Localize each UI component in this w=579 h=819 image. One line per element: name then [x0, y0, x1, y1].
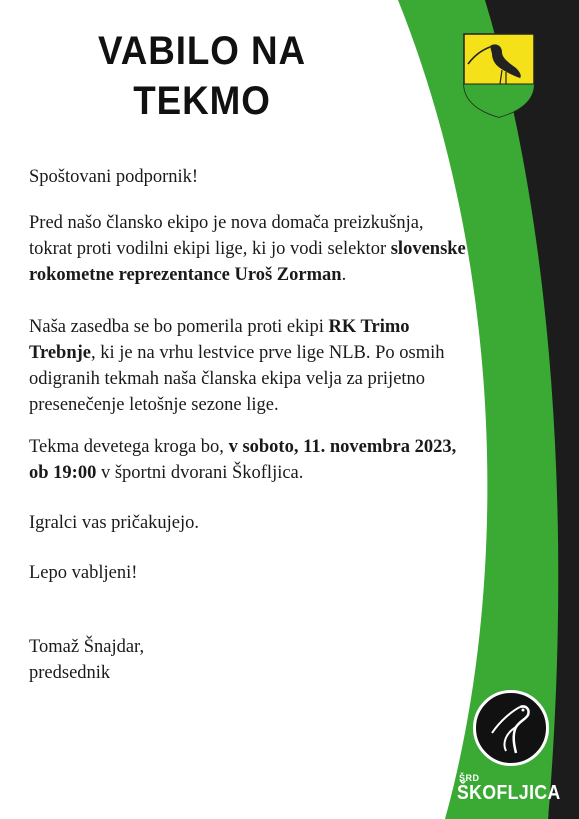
paragraph-2-bold: RK Trimo Trebnje	[29, 317, 410, 363]
paragraph-5: Lepo vabljeni!	[29, 563, 138, 583]
municipality-crest-icon	[462, 32, 536, 118]
page-title	[64, 26, 340, 126]
signature	[29, 634, 144, 686]
title-line-2: TEKMO	[133, 79, 271, 123]
title-line-1: VABILO NA	[98, 29, 306, 73]
paragraph-3-bold: v soboto, 11. novembra 2023, ob 19:00	[29, 437, 457, 483]
paragraph-3-rest: v športni dvorani Škofljica.	[100, 463, 304, 483]
club-logo-name: ŠKOFLJICA	[457, 782, 561, 804]
greeting: Spoštovani podpornik!	[29, 167, 199, 187]
paragraph-2	[29, 314, 469, 418]
paragraph-2-rest: , ki je na vrhu lestvice prve lige NLB. Po osmih odigranih tekmah naša članska ekipa velja za prijetno presenečenje letošnje sezone lige.	[29, 343, 445, 415]
paragraph-1-text: Pred našo člansko ekipo je nova domača preizkušnja, tokrat proti vodilni ekipi lige, ki jo vodi selektor	[29, 213, 424, 259]
paragraph-1-end: .	[341, 265, 347, 285]
paragraph-3	[29, 434, 469, 486]
paragraph-2-text: Naša zasedba se bo pomerila proti ekipi	[29, 317, 324, 337]
paragraph-1-bold: slovenske rokometne reprezentance Uroš Zorman	[29, 239, 466, 285]
club-logo-prefix: ŠRD	[459, 773, 480, 783]
bird-icon	[476, 693, 546, 763]
club-logo	[457, 690, 567, 810]
club-logo-circle	[473, 690, 549, 766]
signature-name: Tomaž Šnajdar,	[29, 637, 145, 657]
paragraph-1	[29, 210, 469, 288]
paragraph-4: Igralci vas pričakujejo.	[29, 513, 200, 533]
paragraph-3-text: Tekma devetega kroga bo,	[29, 437, 224, 457]
signature-role: predsednik	[29, 663, 111, 683]
